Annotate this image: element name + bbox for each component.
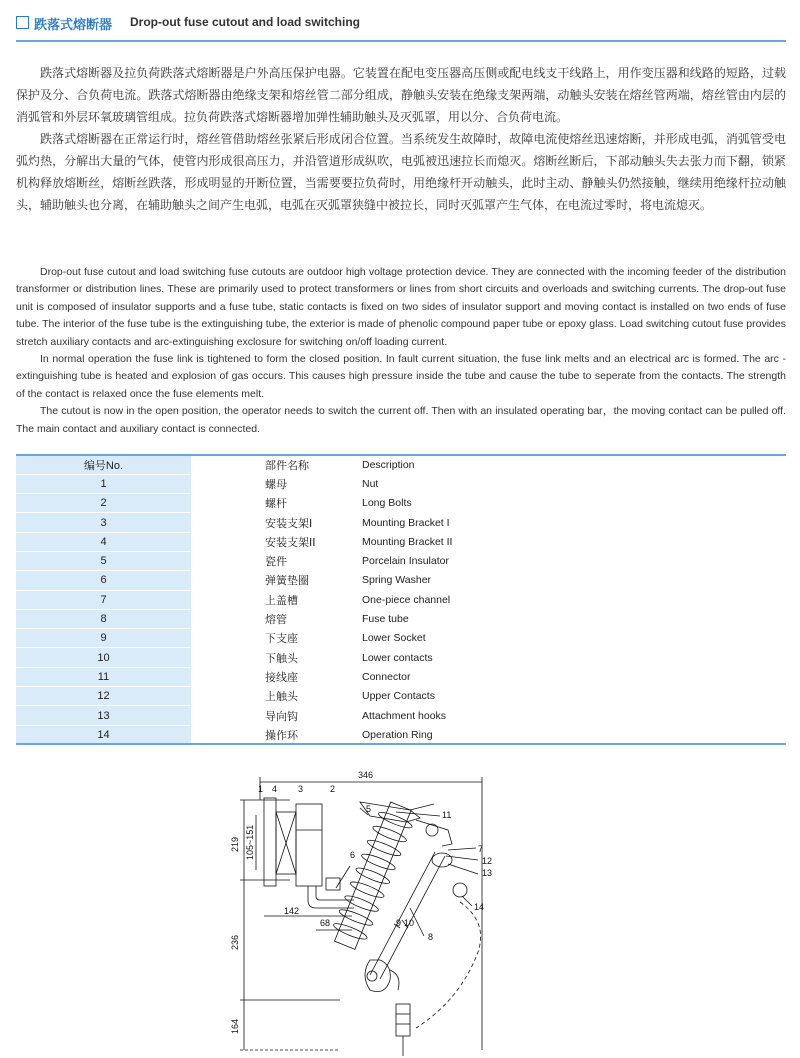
svg-text:164: 164 — [230, 1018, 240, 1034]
checkbox-square-icon — [16, 16, 29, 29]
svg-text:346: 346 — [358, 770, 374, 780]
svg-text:8: 8 — [428, 932, 434, 942]
fuse-cutout-technical-drawing — [220, 760, 520, 1056]
cn-paragraph: 跌落式熔断器及拉负荷跌落式熔断器是户外高压保护电器。它装置在配电变压器高压侧或配电线支干线路上，用作变压器和线路的短路，过载保护及分、合负荷电流。跌落式熔断器由绝缘支架和熔丝管二部分组成，静触头安装在绝缘支架两端，动触头安装在熔丝管两端，熔丝管由内层的消弧管和外层环氧玻璃管组成。拉负荷跌落式熔断器增加弹性辅助触头及灭弧罩，用以分、合负荷电流。 — [16, 66, 786, 124]
table-row: 13 导向钩 Attachment hooks — [16, 706, 786, 725]
table-row: 2 螺杆 Long Bolts — [16, 494, 786, 513]
svg-text:6: 6 — [350, 850, 356, 860]
en-paragraph: Drop-out fuse cutout and load switching fuse cutouts are outdoor high voltage protection device. They are connected with the incoming feeder of the distribution transformer or distribution lines. These are primarily used to protect transformers or lines from short circuits and overloads and switching currents. The drop-out fuse unit is composed of insulator supports and a fuse tube, static contacts is fixed on two sides of insulator support and moving contact is installed on two ends of fuse tube. The interior of the fuse tube is the extinguishing tube, the exterior is made of phenolic compound paper tube or epoxy glass. Load switching cutout fuse provides stretch auxiliary contacts and arc-extinguishing exclosure for switching on/off loading current. — [16, 266, 786, 348]
header-description: Description — [362, 455, 786, 474]
svg-text:9: 9 — [396, 918, 402, 928]
table-row: 8 熔管 Fuse tube — [16, 609, 786, 628]
header-no: 编号No. — [16, 455, 191, 474]
svg-text:5: 5 — [366, 804, 372, 814]
table-row: 12 上触头 Upper Contacts — [16, 687, 786, 706]
svg-text:1: 1 — [258, 784, 264, 794]
table-row: 10 下触头 Lower contacts — [16, 648, 786, 667]
svg-text:3: 3 — [298, 784, 304, 794]
table-row: 14 操作环 Operation Ring — [16, 725, 786, 744]
svg-text:12: 12 — [482, 856, 493, 866]
table-header-row — [16, 455, 786, 474]
table-row: 5 瓷件 Porcelain Insulator — [16, 551, 786, 570]
section-title-en: Drop-out fuse cutout and load switching — [130, 15, 360, 29]
svg-text:236: 236 — [230, 934, 240, 950]
english-description — [16, 264, 786, 438]
svg-text:7: 7 — [478, 844, 484, 854]
svg-text:2: 2 — [330, 784, 336, 794]
svg-text:13: 13 — [482, 868, 493, 878]
table-row: 4 安装支架II Mounting Bracket II — [16, 532, 786, 551]
section-header — [16, 12, 786, 42]
header-part-name: 部件名称 — [265, 455, 362, 474]
svg-text:219: 219 — [230, 836, 240, 852]
table-row: 9 下支座 Lower Socket — [16, 629, 786, 648]
section-title-cn: 跌落式熔断器 — [34, 18, 113, 33]
chinese-description — [16, 62, 786, 216]
svg-text:68: 68 — [320, 918, 331, 928]
svg-text:4: 4 — [272, 784, 278, 794]
table-row: 3 安装支架I Mounting Bracket I — [16, 513, 786, 532]
en-paragraph: In normal operation the fuse link is tightened to form the closed position. In fault current situation, the fuse link melts and an electrical arc is formed. The arc -extinguishing tube is heated and explosion of gas occurs. This causes high pressure inside the tube and cause the tube to seperate from the contacts. The strength of the contact is relaxed once the fuse elements melt. — [16, 353, 786, 400]
svg-text:105~151: 105~151 — [245, 824, 255, 860]
table-row: 1 螺母 Nut — [16, 474, 786, 493]
table-row: 7 上盖槽 One-piece channel — [16, 590, 786, 609]
svg-text:10: 10 — [404, 918, 415, 928]
svg-text:14: 14 — [474, 902, 485, 912]
en-paragraph: The cutout is now in the open position, the operator needs to switch the current off. Then with an insulated operating bar，the moving contact can be pulled off. The main contact and auxiliary contact is connected. — [16, 405, 786, 435]
svg-text:11: 11 — [442, 810, 452, 820]
table-row: 6 弹簧垫圈 Spring Washer — [16, 571, 786, 590]
parts-table — [16, 454, 786, 745]
svg-text:142: 142 — [284, 906, 300, 916]
cn-paragraph: 跌落式熔断器在正常运行时，熔丝管借助熔丝张紧后形成闭合位置。当系统发生故障时，故障电流使熔丝迅速熔断，并形成电弧，消弧管受电弧灼热，分解出大量的气体，使管内形成很高压力，并沿管道形成纵吹，电弧被迅速拉长而熄灭。熔断丝断后，下部动触头失去张力而下翻，锁紧机构释放熔断丝，熔断丝跌落，形成明显的开断位置，当需要要拉负荷时，用绝缘杆开动触头，此时主动、静触头仍然接触，继续用绝缘杆拉动触头，辅助触头也分离，在辅助触头之间产生电弧，电弧在灭弧罩狭缝中被拉长，同时灭弧罩产生气体，在电流过零时，将电流熄灭。 — [16, 132, 786, 212]
table-row: 11 接线座 Connector — [16, 667, 786, 686]
